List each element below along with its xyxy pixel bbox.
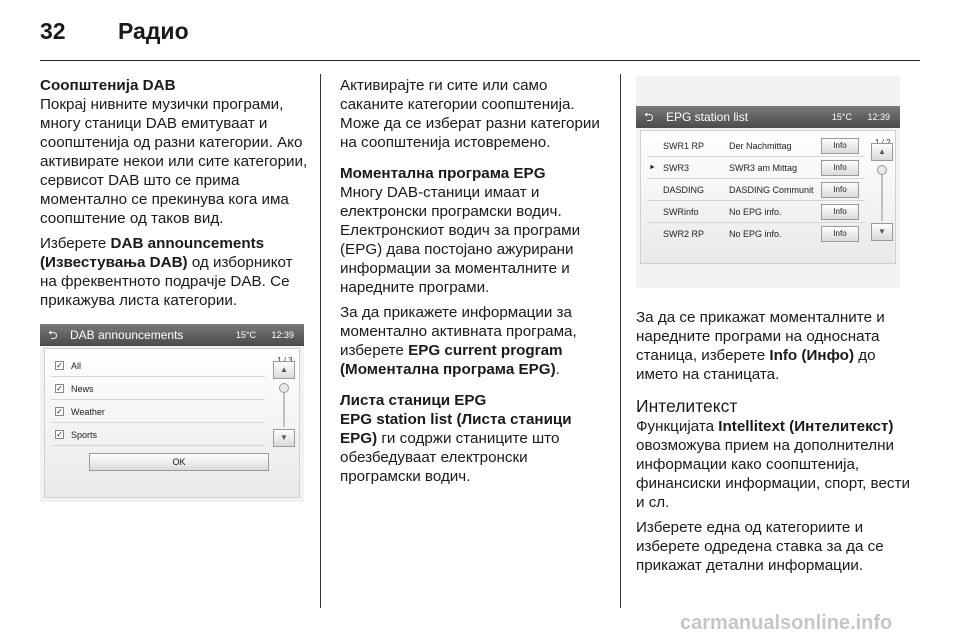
menu-term: DAB announcements (Известувања DAB) bbox=[40, 235, 265, 271]
list-item[interactable] bbox=[51, 401, 265, 423]
dab-announcements-screen bbox=[40, 324, 304, 502]
menu-term: Intellitext (Интелитекст) bbox=[718, 418, 894, 435]
section-heading-epg: Моментална програма EPG bbox=[340, 165, 546, 182]
column-2 bbox=[340, 76, 612, 492]
checkbox[interactable]: ✓ bbox=[56, 384, 63, 393]
temperature: 15°C bbox=[235, 330, 256, 340]
text: овозможува прием на дополнителни информации како соопштенија, финансиски информации, спорт, вести и сл. bbox=[636, 437, 910, 511]
scroll-thumb[interactable] bbox=[877, 165, 887, 175]
section-heading-epg-list: Листа станици EPG bbox=[340, 392, 487, 409]
list-item[interactable] bbox=[51, 355, 265, 377]
program-name: No EPG info. bbox=[729, 229, 782, 239]
list-item-label: All bbox=[71, 361, 82, 371]
station-name: SWR1 RP bbox=[663, 141, 705, 151]
list-item[interactable] bbox=[51, 424, 265, 446]
column-divider-1 bbox=[320, 74, 321, 608]
info-button[interactable]: Info bbox=[821, 204, 859, 220]
info-button[interactable]: Info bbox=[821, 226, 859, 242]
text: За да прикажете информации за моментално активната програма, изберете bbox=[340, 304, 577, 359]
text: Изберете bbox=[40, 235, 111, 252]
epg-station-list-screen bbox=[636, 76, 900, 288]
page-title: Радио bbox=[118, 18, 189, 44]
paragraph-epg-current bbox=[340, 303, 612, 379]
screen-title-bar bbox=[636, 106, 900, 128]
screen-title-bar bbox=[40, 324, 304, 346]
text: до името на станицата. bbox=[636, 347, 876, 383]
table-row[interactable] bbox=[647, 179, 865, 201]
page-header bbox=[40, 18, 920, 50]
table-row[interactable] bbox=[647, 223, 865, 245]
table-row[interactable] bbox=[647, 135, 865, 157]
scroll-down-button[interactable]: ▼ bbox=[871, 223, 893, 241]
section-heading-dab: Соопштенија DAB bbox=[40, 77, 176, 94]
scroll-up-button[interactable]: ▲ bbox=[273, 361, 295, 379]
paragraph-intellitext bbox=[636, 417, 912, 512]
text: За да се прикажат моменталните и наредните програми на односната станица, изберете bbox=[636, 309, 885, 364]
selected-marker-icon: ► bbox=[649, 164, 656, 171]
menu-term: EPG current program (Моментална програма EPG) bbox=[340, 342, 563, 378]
temperature: 15°C bbox=[831, 112, 852, 122]
paragraph-activate: Активирајте ги сите или само саканите категории соопштенија. Може да се изберат разни категории на соопштенија истовремено. bbox=[340, 77, 600, 151]
ok-button[interactable]: OK bbox=[89, 453, 269, 471]
list-item-label: Weather bbox=[71, 407, 105, 417]
list-item-label: Sports bbox=[71, 430, 98, 440]
text: Функцијата bbox=[636, 418, 719, 435]
section-heading-intellitext: Интелитекст bbox=[636, 396, 738, 416]
paragraph-info bbox=[636, 308, 912, 384]
info-button[interactable]: Info bbox=[821, 182, 859, 198]
header-divider bbox=[40, 60, 920, 61]
page-number: 32 bbox=[40, 18, 66, 44]
program-name: DASDING Communit bbox=[729, 185, 814, 195]
watermark: carmanualsonline.info bbox=[680, 612, 893, 634]
program-name: Der Nachmittag bbox=[729, 141, 792, 151]
info-button[interactable]: Info bbox=[821, 138, 859, 154]
clock: 12:39 bbox=[867, 112, 890, 122]
column-1 bbox=[40, 76, 308, 502]
paragraph-intellitext-select: Изберете една од категориите и изберете одредена ставка за да се прикажат детални информации. bbox=[636, 519, 884, 574]
checkbox[interactable]: ✓ bbox=[56, 430, 63, 439]
paragraph-epg-list: ги содржи станиците што обезбедуваат електронски програмски водич. bbox=[340, 430, 560, 485]
table-row[interactable] bbox=[647, 157, 865, 179]
info-button[interactable]: Info bbox=[821, 160, 859, 176]
screen-title: DAB announcements bbox=[70, 328, 184, 342]
list-item-label: News bbox=[71, 384, 94, 394]
table-row[interactable] bbox=[647, 201, 865, 223]
column-divider-2 bbox=[620, 74, 621, 608]
station-name: DASDING bbox=[663, 185, 705, 195]
column-3 bbox=[636, 76, 912, 581]
scroll-thumb[interactable] bbox=[279, 383, 289, 393]
screen-title: EPG station list bbox=[666, 110, 749, 124]
text: од изборникот на фреквентното подрачје DAB. Се прикажува листа категории. bbox=[40, 254, 293, 309]
menu-term: EPG station list (Листа станици EPG) bbox=[340, 411, 572, 447]
program-name: SWR3 am Mittag bbox=[729, 163, 798, 173]
text: . bbox=[555, 361, 560, 378]
station-name: SWR3 bbox=[663, 163, 690, 173]
paragraph-dab-select bbox=[40, 234, 308, 310]
screen-body bbox=[640, 130, 896, 264]
screen-body bbox=[44, 348, 300, 498]
station-name: SWRinfo bbox=[663, 207, 699, 217]
checkbox[interactable]: ✓ bbox=[56, 361, 63, 370]
back-icon[interactable]: ⮌ bbox=[48, 328, 58, 342]
checkbox[interactable]: ✓ bbox=[56, 407, 63, 416]
program-name: No EPG info. bbox=[729, 207, 782, 217]
scroll-up-button[interactable]: ▲ bbox=[871, 143, 893, 161]
station-name: SWR2 RP bbox=[663, 229, 705, 239]
back-icon[interactable]: ⮌ bbox=[644, 110, 654, 124]
paragraph-dab-intro: Покрај нивните музички програми, многу станици DAB емитуваат и соопштенија од разни категории. Ако активирате некои или сите категории, сервисот DAB што се прима моментално се прекинува кога има соопштение од таков вид. bbox=[40, 96, 308, 227]
paragraph-epg-intro: Многу DAB-станици имаат и електронски програмски водич. Електронскиот водич за програми (EPG) дава постојано ажурирани информации за моменталните и наредните програми. bbox=[340, 184, 581, 296]
menu-term: Info (Инфо) bbox=[769, 347, 854, 364]
clock: 12:39 bbox=[271, 330, 294, 340]
list-item[interactable] bbox=[51, 378, 265, 400]
scroll-down-button[interactable]: ▼ bbox=[273, 429, 295, 447]
